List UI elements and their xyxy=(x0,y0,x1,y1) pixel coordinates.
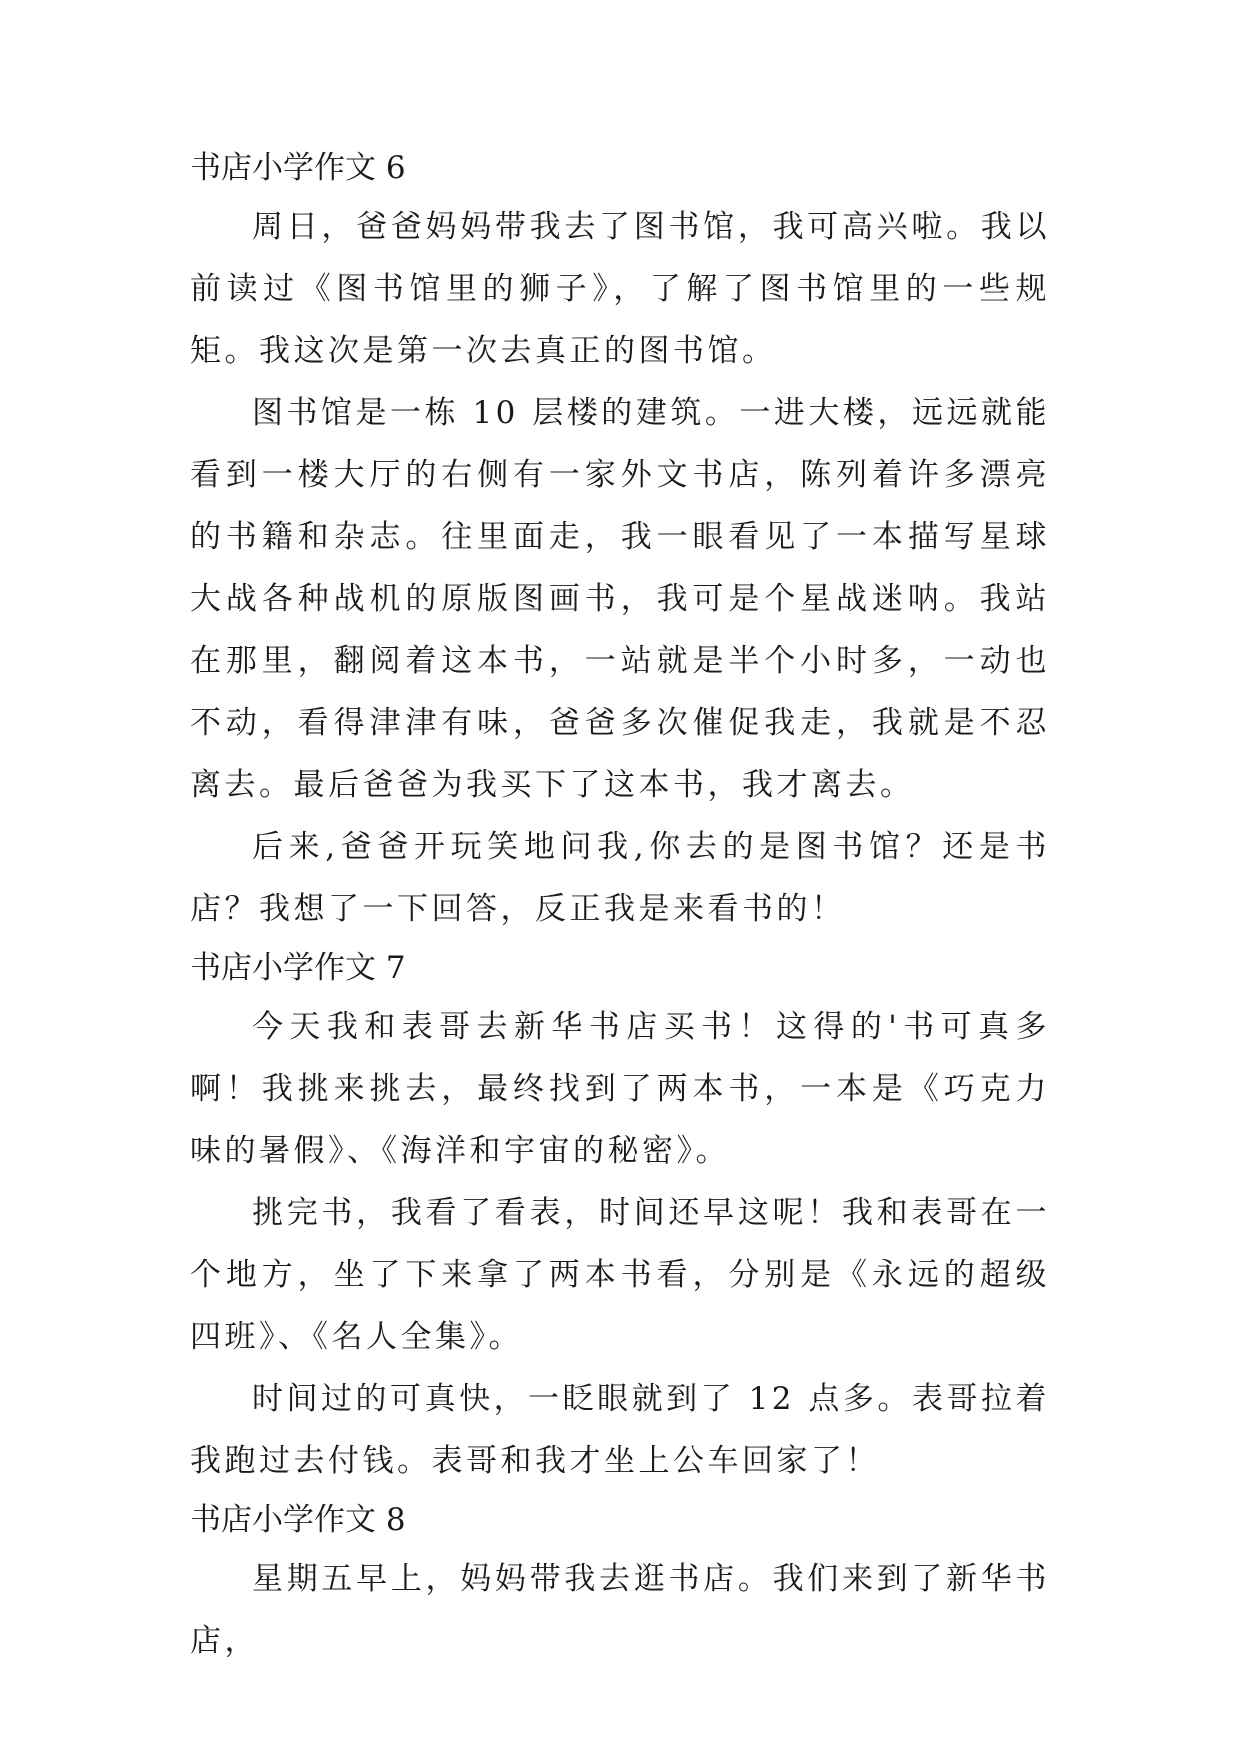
essay-title: 书店小学作文 7 xyxy=(190,950,406,986)
paragraph: 周日，爸爸妈妈带我去了图书馆，我可高兴啦。我以前读过《图书馆里的狮子》，了解了图书馆里的一些规矩。我这次是第一次去真正的图书馆。 xyxy=(190,209,1050,369)
paragraph: 星期五早上，妈妈带我去逛书店。我们来到了新华书店， xyxy=(190,1561,1050,1659)
paragraph: 图书馆是一栋 10 层楼的建筑。一进大楼，远远就能看到一楼大厅的右侧有一家外文书店，陈列着许多漂亮的书籍和杂志。往里面走，我一眼看见了一本描写星球大战各种战机的原版图画书，我可是个星战迷呐。我站在那里，翻阅着这本书，一站就是半个小时多，一动也不动，看得津津有味，爸爸多次催促我走，我就是不忍离去。最后爸爸为我买下了这本书，我才离去。 xyxy=(190,395,1050,803)
document-body xyxy=(190,140,1050,1672)
paragraph: 时间过的可真快，一眨眼就到了 12 点多。表哥拉着我跑过去付钱。表哥和我才坐上公车回家了！ xyxy=(190,1381,1050,1479)
paragraph: 后来,爸爸开玩笑地问我,你去的是图书馆？还是书店？我想了一下回答，反正我是来看书的！ xyxy=(190,829,1050,927)
essay-6 xyxy=(190,140,1050,940)
essay-title: 书店小学作文 8 xyxy=(190,1502,406,1538)
paragraph: 今天我和表哥去新华书店买书！这得的'书可真多啊！我挑来挑去，最终找到了两本书，一本是《巧克力味的暑假》、《海洋和宇宙的秘密》。 xyxy=(190,1009,1050,1169)
essay-8 xyxy=(190,1492,1050,1672)
essay-title: 书店小学作文 6 xyxy=(190,150,406,186)
paragraph: 挑完书，我看了看表，时间还早这呢！我和表哥在一个地方，坐了下来拿了两本书看，分别是《永远的超级四班》、《名人全集》。 xyxy=(190,1195,1050,1355)
essay-7 xyxy=(190,940,1050,1492)
